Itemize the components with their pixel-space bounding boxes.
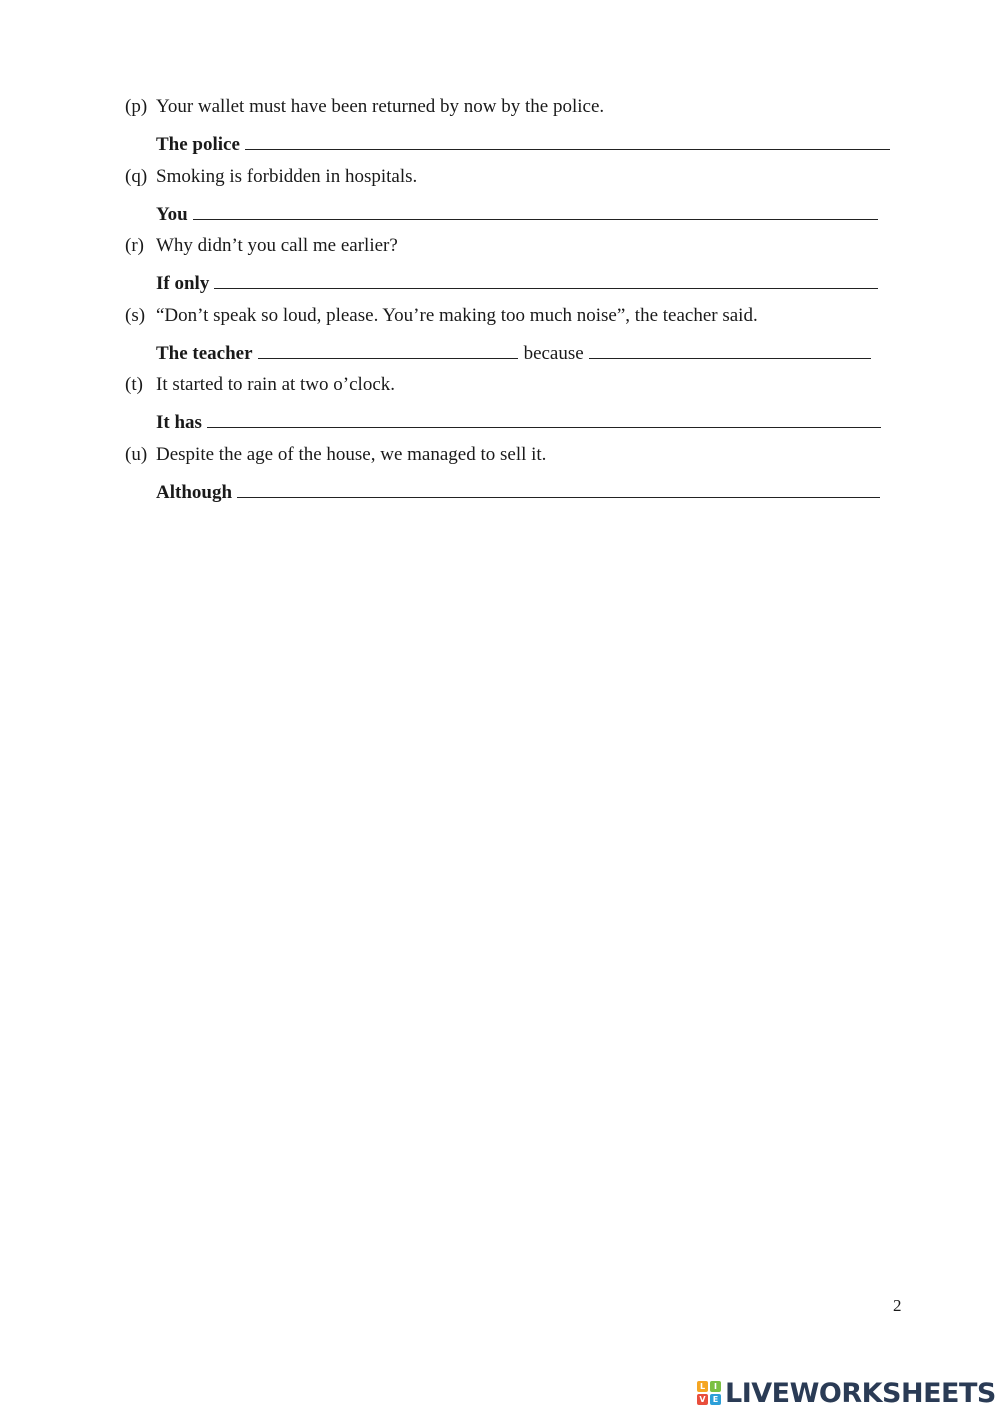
question-label: (u) <box>125 444 148 465</box>
answer-starter: The police <box>156 134 240 155</box>
liveworksheets-brand[interactable] <box>697 1376 996 1410</box>
answer-blank-first[interactable] <box>258 336 518 359</box>
question-text: Your wallet must have been returned by now by the police. <box>156 96 605 117</box>
question-u <box>125 440 900 505</box>
answer-connector: because <box>523 343 584 364</box>
answer-blank[interactable] <box>245 127 890 150</box>
question-label: (t) <box>125 374 143 395</box>
question-text: Why didn’t you call me earlier? <box>156 235 398 256</box>
question-r <box>125 231 900 296</box>
answer-blank[interactable] <box>214 266 878 289</box>
answer-starter: It has <box>156 412 202 433</box>
logo-tile: V <box>697 1394 708 1405</box>
answer-starter: Although <box>156 482 233 503</box>
question-s <box>125 301 900 366</box>
question-t <box>125 370 900 435</box>
question-q <box>125 162 900 227</box>
logo-tile: I <box>710 1381 721 1392</box>
question-p <box>125 92 900 157</box>
question-label: (q) <box>125 166 148 187</box>
answer-starter: The teacher <box>156 343 253 364</box>
question-label: (p) <box>125 96 148 117</box>
page-number: 2 <box>893 1296 902 1315</box>
liveworksheets-logo-icon <box>697 1381 721 1405</box>
brand-name: LIVEWORKSHEETS <box>725 1377 996 1409</box>
answer-starter: You <box>156 204 188 225</box>
answer-blank[interactable] <box>237 475 880 498</box>
logo-tile: E <box>710 1394 721 1405</box>
question-label: (s) <box>125 305 146 326</box>
answer-blank[interactable] <box>207 405 881 428</box>
answer-blank-second[interactable] <box>589 336 871 359</box>
question-text: Smoking is forbidden in hospitals. <box>156 166 418 187</box>
question-text: “Don’t speak so loud, please. You’re making too much noise”, the teacher said. <box>156 305 758 326</box>
question-text: It started to rain at two o’clock. <box>156 374 396 395</box>
answer-starter: If only <box>156 273 210 294</box>
answer-blank[interactable] <box>193 197 878 220</box>
question-label: (r) <box>125 235 144 256</box>
logo-tile: L <box>697 1381 708 1392</box>
question-text: Despite the age of the house, we managed to sell it. <box>156 444 547 465</box>
